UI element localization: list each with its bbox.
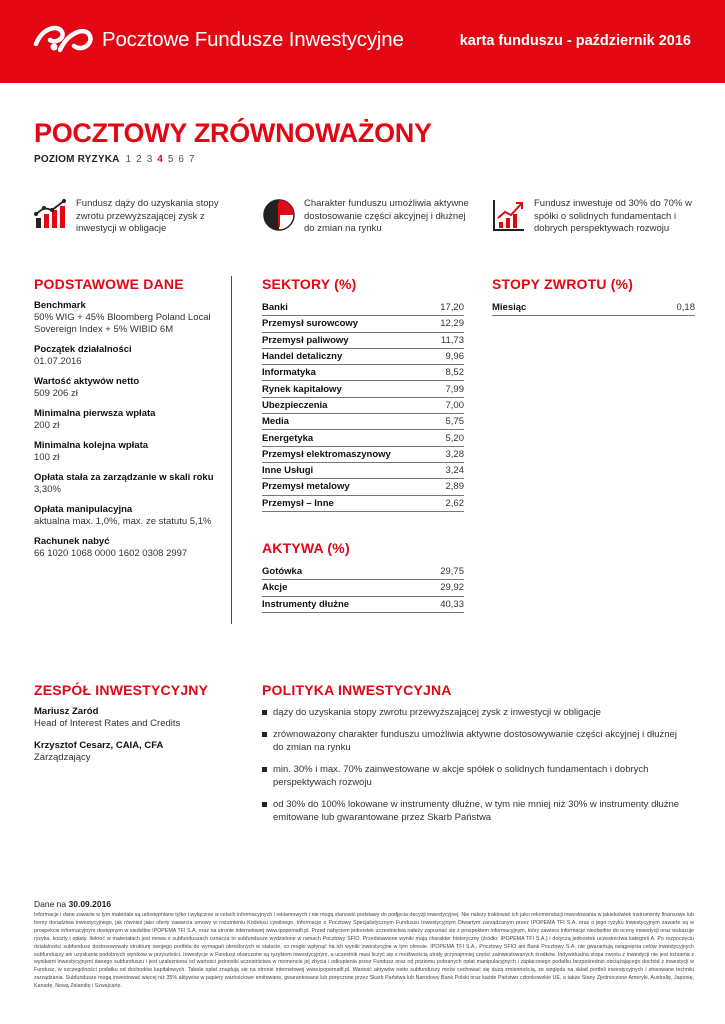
basic-data-item bbox=[34, 536, 219, 560]
basic-data-key: Opłata manipulacyjna bbox=[34, 504, 133, 515]
section-title-basic: PODSTAWOWE DANE bbox=[34, 276, 184, 292]
policy-item-text: od 30% do 100% lokowane w instrumenty dłużne, w tym nie mniej niż 30% w instrumenty dłużne emitowane lub gwarantowane przez Skarb Państwa bbox=[273, 798, 680, 823]
policy-item bbox=[262, 763, 690, 790]
policy-list bbox=[262, 706, 690, 833]
row-name: Ubezpieczenia bbox=[262, 399, 328, 411]
table-row bbox=[262, 479, 464, 495]
row-value: 12,29 bbox=[440, 318, 464, 330]
row-value: 17,20 bbox=[440, 302, 464, 314]
table-row bbox=[262, 316, 464, 332]
section-title-returns: STOPY ZWROTU (%) bbox=[492, 276, 634, 292]
basic-data-value: 3,30% bbox=[34, 484, 61, 495]
policy-item-text: zrównoważony charakter funduszu umożliwia aktywne dostosowywanie części akcyjnej i dłużnej do zmian na rynku bbox=[273, 728, 677, 753]
row-value: 5,75 bbox=[445, 416, 464, 428]
table-row bbox=[262, 381, 464, 397]
row-name: Media bbox=[262, 416, 289, 428]
table-row bbox=[262, 447, 464, 463]
table-row bbox=[262, 333, 464, 349]
basic-data-key: Wartość aktywów netto bbox=[34, 376, 140, 387]
table-row bbox=[262, 414, 464, 430]
row-name: Przemysł elektromaszynowy bbox=[262, 448, 391, 460]
post-horn-logo-icon bbox=[32, 22, 96, 56]
column-divider bbox=[231, 276, 232, 624]
section-title-sectors: SEKTORY (%) bbox=[262, 276, 357, 292]
section-title-policy: POLITYKA INWESTYCYJNA bbox=[262, 682, 452, 698]
team-member-name: Mariusz Zaród bbox=[34, 706, 99, 717]
policy-item bbox=[262, 706, 690, 720]
basic-data-item bbox=[34, 408, 219, 432]
risk-level-2: 2 bbox=[136, 154, 142, 165]
basic-data-key: Minimalna kolejna wpłata bbox=[34, 440, 149, 451]
header-bar bbox=[0, 0, 725, 83]
table-row bbox=[262, 300, 464, 316]
basic-data-value: 200 zł bbox=[34, 420, 60, 431]
row-name: Inne Usługi bbox=[262, 465, 314, 477]
table-row bbox=[262, 580, 464, 596]
row-name: Instrumenty dłużne bbox=[262, 598, 350, 610]
row-name: Gotówka bbox=[262, 566, 303, 578]
basic-data-value: 66 1020 1068 0000 1602 0308 2997 bbox=[34, 548, 188, 559]
row-name: Banki bbox=[262, 302, 288, 314]
square-bullet-icon bbox=[262, 802, 267, 807]
row-name: Informatyka bbox=[262, 367, 316, 379]
risk-level-scale bbox=[34, 154, 200, 165]
fund-title: POCZTOWY ZRÓWNOWAŻONY bbox=[34, 118, 432, 148]
row-value: 40,33 bbox=[440, 598, 464, 610]
basic-data-key: Benchmark bbox=[34, 300, 86, 311]
row-value: 7,00 bbox=[445, 399, 464, 411]
fund-card-date-label: karta funduszu - październik 2016 bbox=[459, 33, 691, 49]
square-bullet-icon bbox=[262, 710, 267, 715]
brand-name: Pocztowe Fundusze Inwestycyjne bbox=[102, 28, 404, 51]
basic-data-item bbox=[34, 504, 219, 528]
risk-level-7: 7 bbox=[188, 154, 195, 165]
risk-level-6: 6 bbox=[178, 154, 184, 165]
table-row bbox=[262, 463, 464, 479]
basic-data-value: 50% WIG + 45% Bloomberg Poland Local Sovereign Index + 5% WIBID 6M bbox=[34, 312, 211, 335]
row-value: 3,24 bbox=[445, 465, 464, 477]
row-name: Handel detaliczny bbox=[262, 351, 343, 363]
risk-level-3: 3 bbox=[146, 154, 153, 165]
risk-level-1: 1 bbox=[125, 154, 132, 165]
basic-data-list bbox=[34, 300, 219, 568]
risk-level-4: 4 bbox=[157, 154, 163, 165]
square-bullet-icon bbox=[262, 732, 267, 737]
basic-data-key: Minimalna pierwsza wpłata bbox=[34, 408, 156, 419]
policy-item bbox=[262, 728, 690, 755]
policy-item-text: dąży do uzyskania stopy zwrotu przewyższającej zysk z inwestycji w obligacje bbox=[273, 707, 601, 718]
row-value: 5,20 bbox=[445, 432, 464, 444]
row-value: 29,92 bbox=[440, 582, 464, 594]
table-row bbox=[262, 365, 464, 381]
basic-data-item bbox=[34, 440, 219, 464]
rising-arrow-chart-icon bbox=[492, 198, 526, 232]
basic-data-key: Początek działalności bbox=[34, 344, 132, 355]
basic-data-item bbox=[34, 376, 219, 400]
basic-data-item bbox=[34, 472, 219, 496]
basic-data-item bbox=[34, 344, 219, 368]
basic-data-key: Opłata stała za zarządzanie w skali roku bbox=[34, 472, 214, 483]
risk-level-label: POZIOM RYZYKA bbox=[34, 154, 120, 165]
team-member-name: Krzysztof Cesarz, CAIA, CFA bbox=[34, 740, 164, 751]
policy-item bbox=[262, 798, 690, 825]
row-name: Przemysł metalowy bbox=[262, 481, 350, 493]
team-member bbox=[34, 740, 234, 764]
section-title-team: ZESPÓŁ INWESTYCYJNY bbox=[34, 682, 209, 698]
row-name: Rynek kapitałowy bbox=[262, 383, 342, 395]
basic-data-value: 01.07.2016 bbox=[34, 356, 82, 367]
basic-data-key: Rachunek nabyć bbox=[34, 536, 110, 547]
feature-text: Fundusz inwestuje od 30% do 70% w spółki o solidnych fundamentach i dobrych perspektywach rozwoju bbox=[534, 198, 692, 234]
row-value: 2,89 bbox=[445, 481, 464, 493]
basic-data-item bbox=[34, 300, 219, 336]
half-circle-balance-icon bbox=[262, 198, 296, 232]
table-row bbox=[262, 349, 464, 365]
row-name: Energetyka bbox=[262, 432, 314, 444]
row-value: 0,18 bbox=[676, 302, 695, 314]
assets-table bbox=[262, 564, 464, 613]
risk-level-5: 5 bbox=[167, 154, 174, 165]
row-value: 11,73 bbox=[440, 334, 464, 346]
row-name: Przemysł surowcowy bbox=[262, 318, 359, 330]
team-list bbox=[34, 706, 234, 774]
table-row bbox=[262, 597, 464, 613]
data-date: Dane na 30.09.2016 bbox=[34, 899, 112, 909]
row-name: Akcje bbox=[262, 582, 288, 594]
team-member-role: Zarządzający bbox=[34, 752, 91, 763]
basic-data-value: 509 206 zł bbox=[34, 388, 78, 399]
feature-text: Fundusz dąży do uzyskania stopy zwrotu przewyższającej zysk z inwestycji w obligacje bbox=[76, 198, 219, 234]
row-value: 9,96 bbox=[445, 351, 464, 363]
section-title-assets: AKTYWA (%) bbox=[262, 540, 350, 556]
disclaimer-text: Informacje i dane zawarte w tym materiale są udostępniane tylko i wyłącznie w celach informacyjnych i reklamowych i nie mogą stanowić podstawy do podjęcia decyzji inwestycyjnej. Nie należy traktować ich jako rekomendacji inwestowania w jakiekolwiek instrumenty finansowe lub formy doradztwa inwestycyjnego, jak również jako oferty zawarcia umowy w rozumieniu Kodeksu cywilnego. Informacje o Pocztowy Specjalistycznym Funduszu Inwestycyjnym Otwartym zarządzanym przez IPOPEMA TFI S.A. oraz o jego ryzyku inwestycyjnym zawarte są w prospekcie informacyjnym dostępnym w siedzibie IPOPEMA TFI S.A. oraz na stronie internetowej www.ipopematfi.pl. Przed nabyciem jednostek uczestnictwa należy zapoznać się z prospektem informacyjnym, który zawiera informacje niezbędne do oceny inwestycji oraz wskazuje ryzyka, koszty i opłaty. Ilekroć w materiałach jest mowa o subfunduszach oznacza to subfundusze wydzielone w ramach Pocztowy SFIO. Przedstawione wyniki mają charakter historyczny (źródło: IPOPEMA TFI S.A.) i dotyczą jednostek uczestnictwa kategorii A. Po rozpoczęciu działalności subfundusz dostosowywały strukturę swojego portfela do wymagań określonych w statucie, co mogło wpłynąć na ich wyniki inwestycyjne w tym okresie. IPOPEMA TFI S.A., Pocztowy SFIO ani Bank Pocztowy S.A. nie gwarantują osiągnięcia celów inwestycyjnych subfunduszy ani uzyskania podobnych wyników w przyszłości. Inwestycje w Fundusz obarczone są ryzykiem inwestycyjnym, a uczestnik musi liczyć się z możliwością utraty przynajmniej części zainwestowanych środków. Indywidualna stopa zwrotu z inwestycji nie jest tożsama z wynikami inwestycyjnymi danego subfunduszu i jest uzależniona od wartości jednostki uczestnictwa w momencie jej zbycia i odkupienia przez Fundusz oraz od poziomu pobranych opłat manipulacyjnych i zapłaconego podatku bezpośrednio obciążającego dochód z inwestycji w Fundusz, w szczególności podatku od dochodów kapitałowych. Tabele opłat znajdują się na stronie internetowej www.ipopematfi.pl. Wartość aktywów netto subfunduszy może cechować się dużą zmiennością, ze względu na skład portfeli inwestycyjnych i stosowane techniki zarządzania. Subfundusze mogą inwestować więcej niż 35% aktywów w papiery wartościowe emitowane, gwarantowane lub poręczone przez Skarb Państwa lub Narodowy Bank Polski oraz każde Państwo członkowskie UE, a także Stany Zjednoczone Ameryki, Australię, Japonię, Kanadę, Nową Zelandię i Szwajcarię. bbox=[34, 912, 694, 990]
basic-data-value: aktualna max. 1,0%, max. ze statutu 5,1% bbox=[34, 516, 212, 527]
team-member-role: Head of Interest Rates and Credits bbox=[34, 718, 181, 729]
row-value: 2,62 bbox=[445, 497, 464, 509]
sectors-table bbox=[262, 300, 464, 512]
footer bbox=[34, 899, 694, 991]
bar-chart-growth-icon bbox=[34, 198, 68, 230]
policy-item-text: min. 30% i max. 70% zainwestowane w akcje spółek o solidnych fundamentach i dobrych perspektywach rozwoju bbox=[273, 763, 649, 788]
row-value: 29,75 bbox=[440, 566, 464, 578]
table-row bbox=[262, 398, 464, 414]
row-name: Przemysł paliwowy bbox=[262, 334, 349, 346]
feature-text: Charakter funduszu umożliwia aktywne dostosowanie części akcyjnej i dłużnej do zmian na rynku bbox=[304, 198, 469, 234]
returns-table bbox=[492, 300, 695, 316]
square-bullet-icon bbox=[262, 767, 267, 772]
row-value: 8,52 bbox=[445, 367, 464, 379]
row-name: Przemysł – Inne bbox=[262, 497, 334, 509]
team-member bbox=[34, 706, 234, 730]
row-name: Miesiąc bbox=[492, 302, 527, 314]
table-row bbox=[262, 564, 464, 580]
table-row bbox=[262, 496, 464, 512]
row-value: 3,28 bbox=[445, 448, 464, 460]
basic-data-value: 100 zł bbox=[34, 452, 60, 463]
table-row bbox=[262, 430, 464, 446]
row-value: 7,99 bbox=[445, 383, 464, 395]
table-row bbox=[492, 300, 695, 316]
